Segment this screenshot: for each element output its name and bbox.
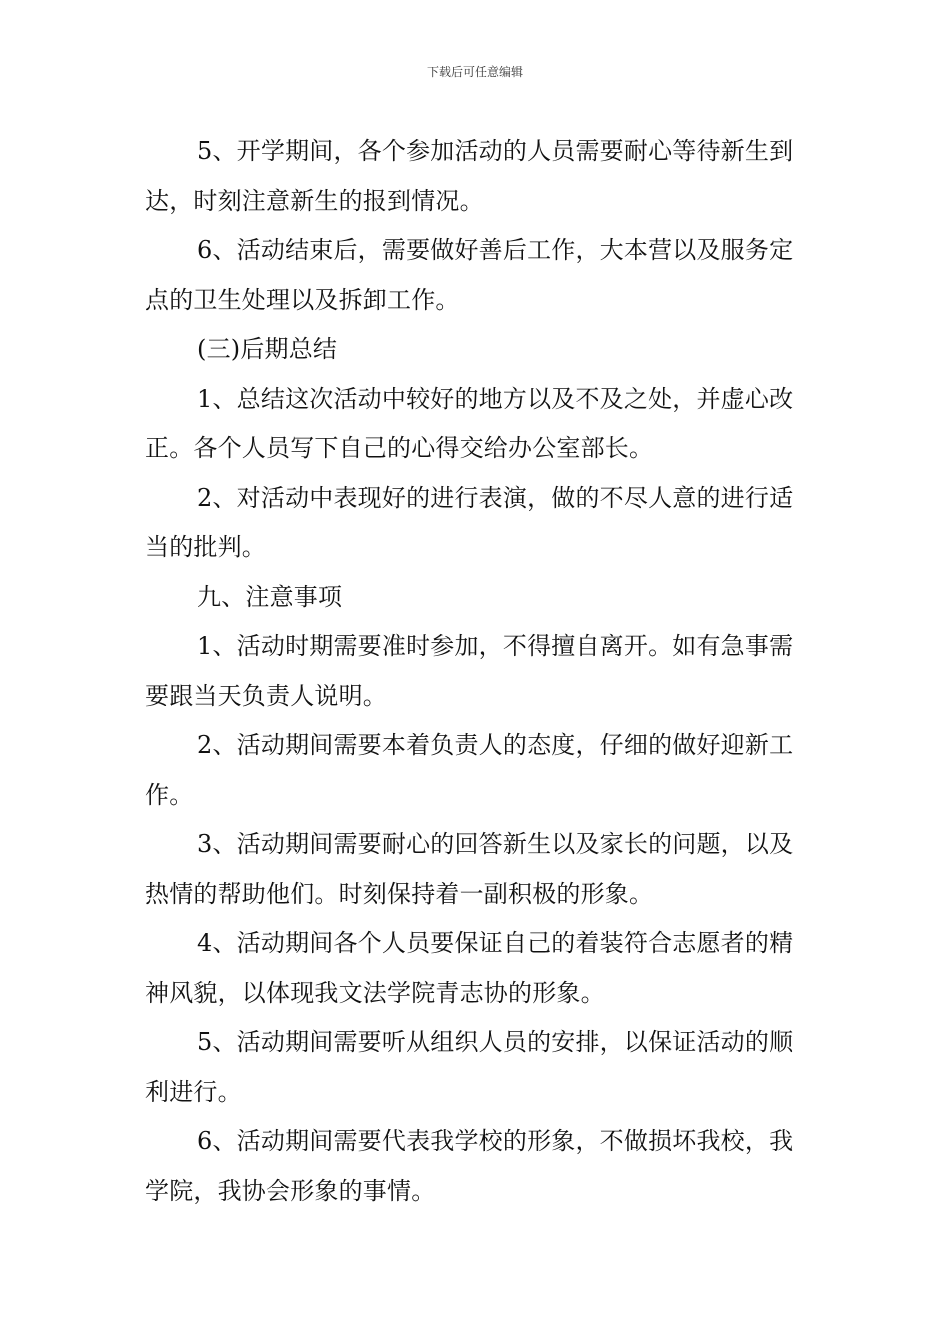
section-heading-summary: (三)后期总结 (197, 335, 338, 363)
page-header: 下载后可任意编辑 (426, 65, 523, 79)
paragraph-summary-evaluation: 2、对活动中表现好的进行表演，做的不尽人意的进行适当的批判。 (145, 483, 794, 561)
paragraph-note-patience: 3、活动期间需要耐心的回答新生以及家长的问题，以及热情的帮助他们。时刻保持着一副积极的形象。 (145, 830, 794, 908)
section-heading-notes: 九、注意事项 (197, 582, 343, 611)
paragraph-cleanup: 6、活动结束后，需要做好善后工作，大本营以及服务定点的卫生处理以及拆卸工作。 (145, 236, 794, 314)
paragraph-note-responsibility: 2、活动期间需要本着负责人的态度，仔细的做好迎新工作。 (145, 731, 794, 809)
paragraph-note-attendance: 1、活动时期需要准时参加，不得擅自离开。如有急事需要跟当天负责人说明。 (145, 632, 794, 710)
paragraph-note-attire: 4、活动期间各个人员要保证自己的着装符合志愿者的精神风貌，以体现我文法学院青志协的形象。 (145, 929, 794, 1007)
paragraph-note-image: 6、活动期间需要代表我学校的形象，不做损坏我校，我学院，我协会形象的事情。 (145, 1127, 794, 1205)
document-body (145, 127, 809, 1216)
paragraph-summary-review: 1、总结这次活动中较好的地方以及不及之处，并虚心改正。各个人员写下自己的心得交给办公室部长。 (145, 384, 794, 462)
paragraph-move-in-waiting: 5、开学期间，各个参加活动的人员需要耐心等待新生到达，时刻注意新生的报到情况。 (145, 137, 794, 215)
paragraph-note-obedience: 5、活动期间需要听从组织人员的安排，以保证活动的顺利进行。 (145, 1028, 794, 1106)
